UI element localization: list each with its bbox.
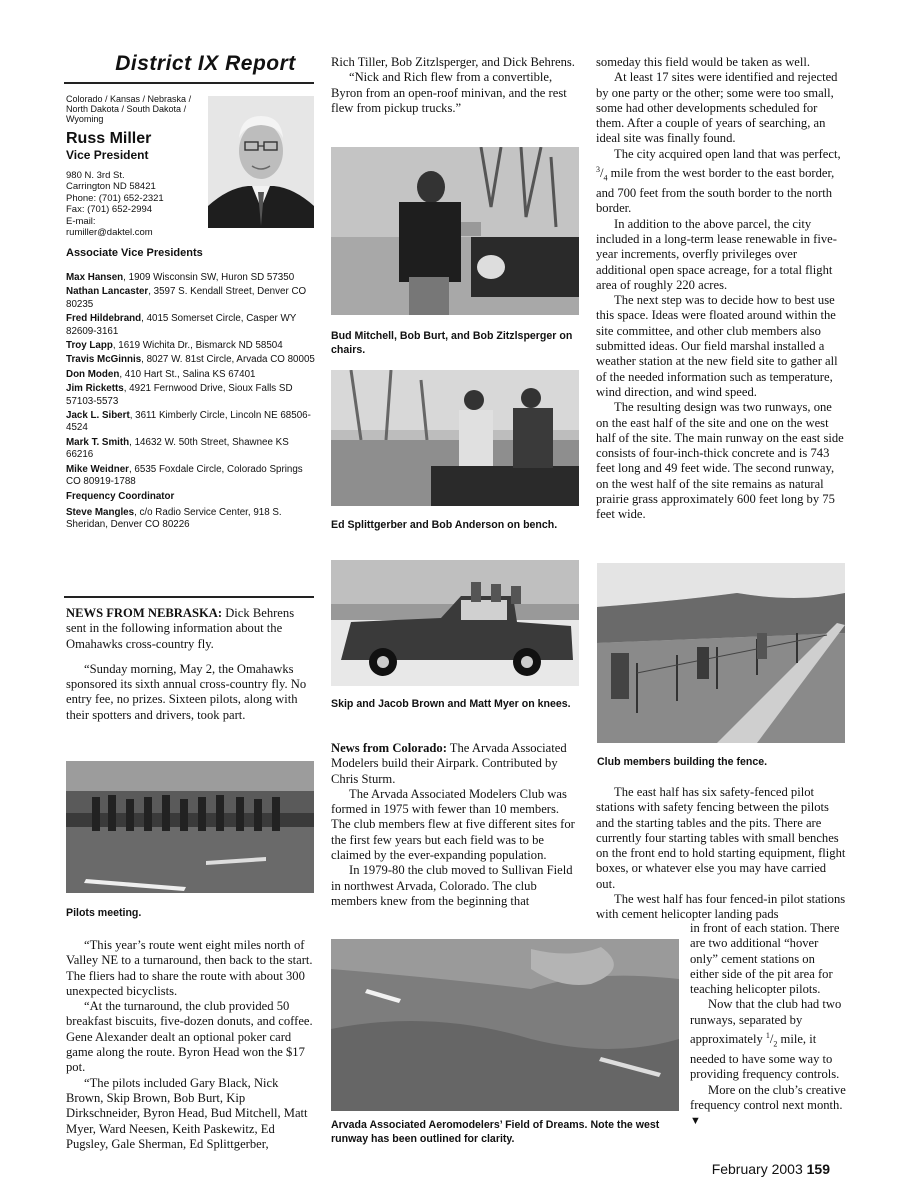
page-footer xyxy=(712,1161,830,1177)
col3-p3: In addition to the above parcel, the city included in a long-term lease renewable in five-year increments, overfly privileges over additional open space acreage, for a total flight area of roughly 220 acres. xyxy=(596,216,837,292)
associates-list xyxy=(66,272,316,534)
associate-entry: Nathan Lancaster, 3597 S. Kendall Street, Denver CO 80235 xyxy=(66,286,307,310)
colorado-lead: News from Colorado: The Arvada Associated Modelers build their Airpark. Contributed by Chris Sturm. xyxy=(331,741,567,786)
col2-p1: “Nick and Rich flew from a convertible, Byron from an open-roof minivan, and the rest flew from pickup trucks.” xyxy=(331,70,567,115)
photo-chairs xyxy=(331,147,579,315)
col3-p4: The next step was to decide how to best use this space. Ideas were floated around within the site committee, and other club members also submitted ideas. Our field marshal installed a weather station at the new field site to gather all of the needed information such as temperature, wind direction, and wind speed. xyxy=(596,293,838,399)
photo-pilots-meeting xyxy=(66,761,314,893)
col2-p2: The Arvada Associated Modelers Club was formed in 1975 with fewer than 10 members. The club members flew at five different sites for the first few years but each field was to be claimed by the ever-expanding population. xyxy=(331,786,575,863)
caption-field-of-dreams: Arvada Associated Aeromodelers’ Field of Dreams. Note the west runway has been outlined for clarity. xyxy=(331,1119,660,1145)
frequency-heading: Frequency Coordinator xyxy=(66,490,175,502)
page-number: 159 xyxy=(806,1161,830,1177)
end-mark-icon: ▼ xyxy=(690,1115,701,1128)
associate-entry: Travis McGinnis, 8027 W. 81st Circle, Arvada CO 80005 xyxy=(66,354,315,366)
col2-bottom xyxy=(331,741,581,909)
associate-entry: Jim Ricketts, 4921 Fernwood Drive, Sioux Falls SD 57103-5573 xyxy=(66,383,293,407)
caption-bench: Ed Splittgerber and Bob Anderson on bench. xyxy=(331,519,558,531)
associate-entry: Mike Weidner, 6535 Foxdale Circle, Colorado Springs CO 80919-1788 xyxy=(66,463,303,488)
photo-field-of-dreams xyxy=(331,939,679,1111)
col1-p1: “Sunday morning, May 2, the Omahawks sponsored its sixth annual cross-country fly. No entry fee, no prizes. Sixteen pilots, along with their spotters and drivers, took part. xyxy=(66,661,307,722)
vp-title: Vice President xyxy=(66,148,149,162)
col3-bottom xyxy=(690,921,846,1130)
vp-portrait xyxy=(208,96,314,228)
associate-entry: Troy Lapp, 1619 Wichita Dr., Bismarck ND 58504 xyxy=(66,340,283,352)
photo-knees xyxy=(331,560,579,686)
col1-p4: “The pilots included Gary Black, Nick Brown, Skip Brown, Bob Burt, Kip Dirkschneider, Byron Head, Bud Mitchell, Matt Myer, Ward Neesen, Keith Paskewitz, Ed Pugsley, Gale Sherman, Ed Splittgerber, xyxy=(66,1075,308,1151)
col1-bottom xyxy=(66,938,316,1152)
col3-p7b: in front of each station. There are two additional “hover only” cement stations on either side of the pit area for teaching helicopter pilots. xyxy=(690,921,840,997)
col3-p1: At least 17 sites were identified and rejected by one party or the other; some were too small, some had other developments scheduled for them. After a couple of years of searching, an ideal site was finally found. xyxy=(596,70,838,146)
associate-entry: Don Moden, 410 Hart St., Salina KS 67401 xyxy=(66,368,256,380)
col3-p8: Now that the club had two runways, separated by approximately $^1/_2$ mile, it needed to have some way to providing frequency controls. xyxy=(690,997,842,1082)
associates-heading: Associate Vice Presidents xyxy=(66,247,203,259)
col3-top xyxy=(596,55,846,523)
associate-entry: Jack L. Sibert, 3611 Kimberly Circle, Lincoln NE 68506-4524 xyxy=(66,410,311,434)
col2-top xyxy=(331,55,579,116)
associate-entry: Mark T. Smith, 14632 W. 50th Street, Shawnee KS 66216 xyxy=(66,436,289,461)
title-rule xyxy=(64,82,314,84)
col3-p6: The east half has six safety-fenced pilot stations with safety fencing between the pilots and the starting tables and the pits. There are currently four starting tables with small benches on the front end to hold starting equipment, flight boxes, or whatever else you may have carried out. xyxy=(596,785,846,891)
col3-p0: someday this field would be taken as well. xyxy=(596,55,811,69)
col3-p2: The city acquired open land that was perfect, $^3/_4$ mile from the west border to the east border, and 700 feet from the south border to the north border. xyxy=(596,146,841,216)
col1-p2: “This year’s route went eight miles north of Valley NE to a turnaround, then back to the start. The fliers had to share the route with about 300 unexpected bicyclists. xyxy=(66,938,313,998)
associate-entry: Max Hansen, 1909 Wisconsin SW, Huron SD 57350 xyxy=(66,272,295,283)
caption-fence: Club members building the fence. xyxy=(597,756,768,768)
photo-fence xyxy=(597,563,845,743)
vp-email[interactable]: rumiller@daktel.com xyxy=(66,227,153,239)
sidebar-rule xyxy=(64,596,314,598)
vp-fax: Fax: (701) 652-2994 xyxy=(66,204,153,216)
col2-p3: In 1979-80 the club moved to Sullivan Field in northwest Arvada, Colorado. The club members knew from the beginning that xyxy=(331,863,573,908)
col2-p0: Rich Tiller, Bob Zitzlsperger, and Dick Behrens. xyxy=(331,55,575,69)
associate-entry: Fred Hildebrand, 4015 Somerset Circle, Casper WY 82609-3161 xyxy=(66,313,297,337)
vp-name: Russ Miller xyxy=(66,130,152,147)
nebraska-lead: NEWS FROM NEBRASKA: Dick Behrens sent in the following information about the Omahawks cross-country fly. xyxy=(66,606,295,651)
col3-p5: The resulting design was two runways, one on the east half of the site and one on the west half of the site. The main runway on the east side consists of four-inch-thick concrete and is 743 feet long and 49 feet wide. The second runway, on the west half of the site remains as natural prairie grass approximately 600 feet long by 75 feet wide. xyxy=(596,400,844,522)
vp-address: 980 N. 3rd St. xyxy=(66,170,125,181)
vp-city: Carrington ND 58421 xyxy=(66,181,156,193)
district-states: Colorado / Kansas / Nebraska / North Dakota / South Dakota / Wyoming xyxy=(66,94,192,124)
caption-chairs: Bud Mitchell, Bob Burt, and Bob Zitzlsperger on chairs. xyxy=(331,330,573,356)
vp-phone: Phone: (701) 652-2321 xyxy=(66,192,164,204)
col3-mid xyxy=(596,785,846,923)
col1-p3: “At the turnaround, the club provided 50 breakfast biscuits, five-dozen donuts, and coffee. Gene Alexander dealt an optional poker card game along the route. Byron Head won the $17 pot. xyxy=(66,999,313,1075)
district-title: District IX Report xyxy=(115,52,296,75)
col1-top xyxy=(66,606,316,723)
col3-p7a: The west half has four fenced-in pilot stations with cement helicopter landing pads xyxy=(596,892,846,922)
col3-p9: More on the club’s creative frequency control next month. ▼ xyxy=(690,1082,846,1128)
vp-email-label: E-mail: xyxy=(66,215,96,227)
caption-pilots-meeting: Pilots meeting. xyxy=(66,907,142,919)
photo-bench xyxy=(331,370,579,506)
vp-contact xyxy=(66,170,206,238)
caption-knees: Skip and Jacob Brown and Matt Myer on knees. xyxy=(331,698,571,710)
frequency-entry: Steve Mangles, c/o Radio Service Center, 918 S. Sheridan, Denver CO 80226 xyxy=(66,506,282,531)
issue-date: February 2003 xyxy=(711,1161,803,1177)
